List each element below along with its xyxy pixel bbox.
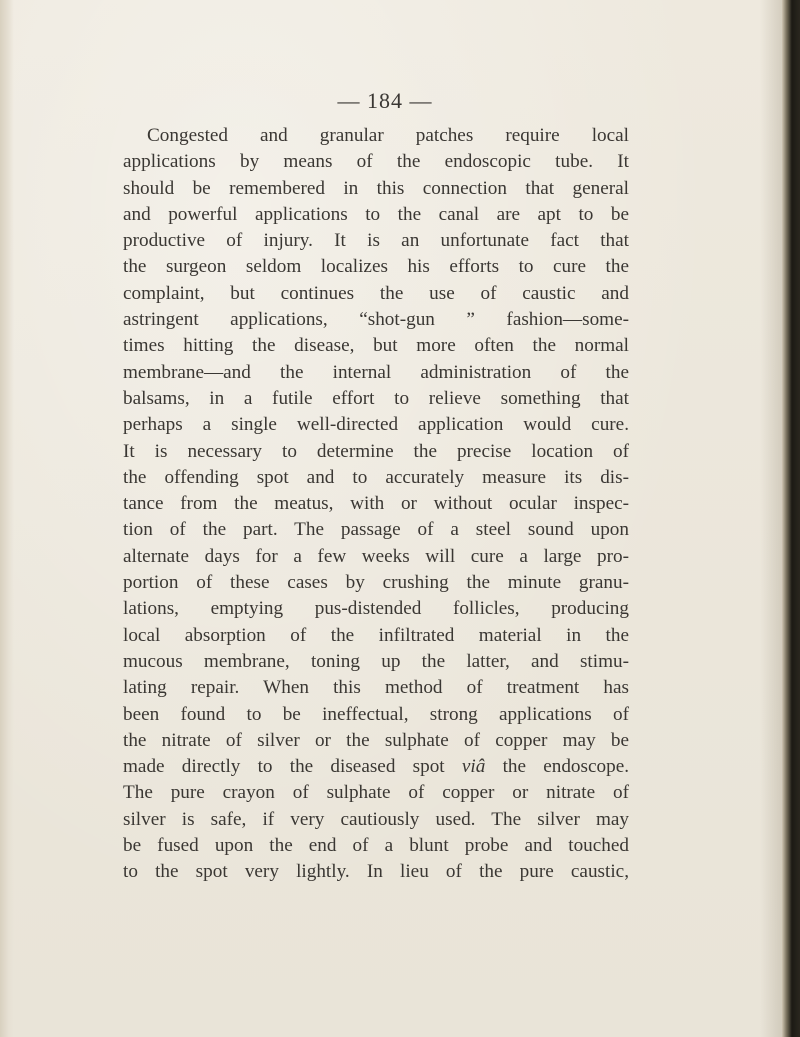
text-line: The pure crayon of sulphate of copper or nitrate of (123, 782, 629, 804)
text-line: the nitrate of silver or the sulphate of copper may be (123, 729, 629, 751)
text-line: It is necessary to determine the precise location of (123, 440, 629, 462)
page-left-edge (0, 0, 14, 1037)
text-line: lations, emptying pus-distended follicles, producing (123, 598, 629, 620)
text-line: Congested and granular patches require local (147, 125, 629, 146)
book-binding (782, 0, 800, 1037)
text-line: been found to be ineffectual, strong applications of (123, 703, 629, 725)
text-line: tance from the meatus, with or without ocular inspec- (123, 493, 629, 515)
text-line: and powerful applications to the canal are apt to be (123, 203, 629, 225)
text-line: productive of injury. It is an unfortunate fact that (123, 230, 629, 252)
text-line: astringent applications, “shot-gun ” fashion—some- (123, 309, 629, 331)
text-line: alternate days for a few weeks will cure a large pro- (123, 545, 629, 567)
text-line: should be remembered in this connection that general (123, 177, 629, 199)
text-line: lating repair. When this method of treatment has (123, 677, 629, 699)
text-line: perhaps a single well-directed application would cure. (123, 414, 629, 436)
text-line: the surgeon seldom localizes his efforts to cure the (123, 256, 629, 278)
text-line: mucous membrane, toning up the latter, and stimu- (123, 650, 629, 672)
text-line: local absorption of the infiltrated material in the (123, 624, 629, 646)
text-line: membrane—and the internal administration of the (123, 361, 629, 383)
page-number: — 184 — (337, 88, 433, 113)
text-line: applications by means of the endoscopic tube. It (123, 151, 629, 173)
text-line: balsams, in a futile effort to relieve something that (123, 387, 629, 409)
text-line: to the spot very lightly. In lieu of the pure caustic, (123, 861, 629, 883)
italic-phrase: viâ (461, 756, 486, 778)
text-line-mixed (123, 754, 629, 780)
binding-shadow (760, 0, 782, 1037)
text-segment: the endoscope. (502, 756, 630, 778)
text-segment: made directly to the diseased spot (123, 756, 445, 778)
text-line: tion of the part. The passage of a steel sound upon (123, 519, 629, 541)
text-line: complaint, but continues the use of caustic and (123, 282, 629, 304)
text-line: silver is safe, if very cautiously used. The silver may (123, 808, 629, 830)
text-line: portion of these cases by crushing the minute granu- (123, 572, 629, 594)
body-text (123, 123, 629, 886)
text-line: be fused upon the end of a blunt probe and touched (123, 835, 629, 857)
text-line: the offending spot and to accurately measure its dis- (123, 466, 629, 488)
text-line: times hitting the disease, but more often the normal (123, 335, 629, 357)
